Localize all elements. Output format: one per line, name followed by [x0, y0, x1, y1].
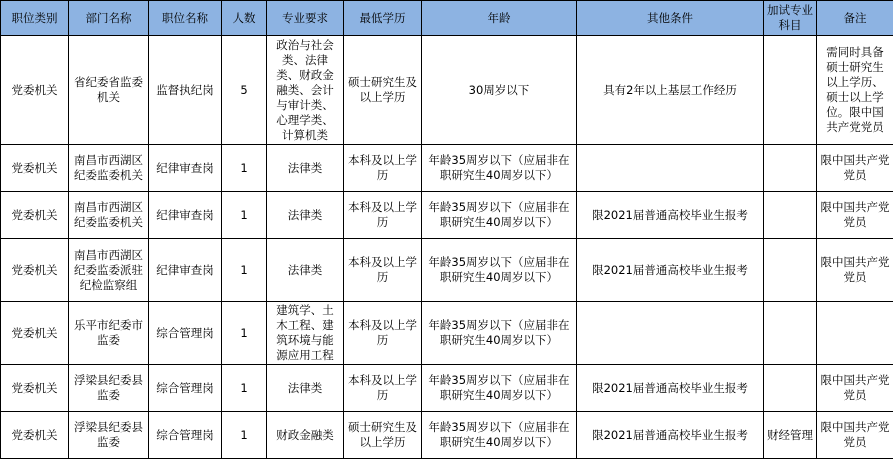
cell-major: 建筑学、土木工程、建筑环境与能源应用工程 — [267, 302, 344, 365]
cell-major: 法律类 — [267, 365, 344, 412]
cell-position: 综合管理岗 — [149, 365, 222, 412]
cell-major: 财政金融类 — [267, 412, 344, 459]
cell-other — [577, 145, 764, 192]
cell-count: 1 — [222, 365, 267, 412]
cell-department: 浮梁县纪委县监委 — [69, 412, 149, 459]
cell-age: 年龄35周岁以下（应届非在职研究生40周岁以下） — [422, 145, 577, 192]
header-count: 人数 — [222, 1, 267, 36]
header-age: 年龄 — [422, 1, 577, 36]
cell-category: 党委机关 — [1, 365, 69, 412]
cell-age: 30周岁以下 — [422, 36, 577, 145]
cell-position: 综合管理岗 — [149, 302, 222, 365]
cell-department: 省纪委省监委机关 — [69, 36, 149, 145]
cell-other — [577, 302, 764, 365]
cell-major: 法律类 — [267, 145, 344, 192]
cell-exam — [764, 302, 817, 365]
cell-position: 纪律审查岗 — [149, 239, 222, 302]
cell-exam — [764, 192, 817, 239]
cell-age: 年龄35周岁以下（应届非在职研究生40周岁以下） — [422, 412, 577, 459]
cell-note: 限中国共产党党员 — [817, 412, 893, 459]
cell-count: 1 — [222, 239, 267, 302]
cell-other: 限2021届普通高校毕业生报考 — [577, 192, 764, 239]
cell-count: 1 — [222, 302, 267, 365]
cell-category: 党委机关 — [1, 412, 69, 459]
cell-category: 党委机关 — [1, 192, 69, 239]
cell-count: 1 — [222, 412, 267, 459]
cell-exam — [764, 365, 817, 412]
cell-major: 法律类 — [267, 239, 344, 302]
cell-category: 党委机关 — [1, 145, 69, 192]
cell-department: 南昌市西湖区纪委监委派驻纪检监察组 — [69, 239, 149, 302]
cell-exam — [764, 36, 817, 145]
header-exam: 加试专业科目 — [764, 1, 817, 36]
cell-exam: 财经管理 — [764, 412, 817, 459]
cell-position: 综合管理岗 — [149, 412, 222, 459]
table-row — [1, 412, 893, 459]
cell-age: 年龄35周岁以下（应届非在职研究生40周岁以下） — [422, 239, 577, 302]
cell-department: 浮梁县纪委县监委 — [69, 365, 149, 412]
cell-position: 监督执纪岗 — [149, 36, 222, 145]
header-department: 部门名称 — [69, 1, 149, 36]
header-major: 专业要求 — [267, 1, 344, 36]
table-row — [1, 302, 893, 365]
cell-education: 硕士研究生及以上学历 — [344, 412, 422, 459]
header-category: 职位类别 — [1, 1, 69, 36]
cell-education: 本科及以上学历 — [344, 302, 422, 365]
cell-major: 政治与社会类、法律类、财政金融类、会计与审计类、心理学类、计算机类 — [267, 36, 344, 145]
cell-other: 具有2年以上基层工作经历 — [577, 36, 764, 145]
cell-major: 法律类 — [267, 192, 344, 239]
cell-education: 硕士研究生及以上学历 — [344, 36, 422, 145]
cell-age: 年龄35周岁以下（应届非在职研究生40周岁以下） — [422, 192, 577, 239]
table-row — [1, 145, 893, 192]
cell-department: 南昌市西湖区纪委监委机关 — [69, 192, 149, 239]
cell-exam — [764, 145, 817, 192]
cell-category: 党委机关 — [1, 239, 69, 302]
cell-education: 本科及以上学历 — [344, 145, 422, 192]
cell-count: 1 — [222, 192, 267, 239]
cell-count: 1 — [222, 145, 267, 192]
header-note: 备注 — [817, 1, 893, 36]
cell-note: 限中国共产党党员 — [817, 239, 893, 302]
cell-other: 限2021届普通高校毕业生报考 — [577, 365, 764, 412]
table-row — [1, 192, 893, 239]
cell-position: 纪律审查岗 — [149, 145, 222, 192]
cell-department: 南昌市西湖区纪委监委机关 — [69, 145, 149, 192]
header-other: 其他条件 — [577, 1, 764, 36]
cell-exam — [764, 239, 817, 302]
header-row — [1, 1, 893, 36]
table-row — [1, 239, 893, 302]
cell-category: 党委机关 — [1, 302, 69, 365]
cell-age: 年龄35周岁以下（应届非在职研究生40周岁以下） — [422, 302, 577, 365]
header-education: 最低学历 — [344, 1, 422, 36]
table-row — [1, 365, 893, 412]
cell-note: 需同时具备硕士研究生以上学历、硕士以上学位。限中国共产党党员 — [817, 36, 893, 145]
cell-note: 限中国共产党党员 — [817, 365, 893, 412]
cell-note — [817, 302, 893, 365]
cell-education: 本科及以上学历 — [344, 365, 422, 412]
cell-other: 限2021届普通高校毕业生报考 — [577, 239, 764, 302]
cell-note: 限中国共产党党员 — [817, 145, 893, 192]
header-position: 职位名称 — [149, 1, 222, 36]
cell-position: 纪律审查岗 — [149, 192, 222, 239]
cell-count: 5 — [222, 36, 267, 145]
cell-age: 年龄35周岁以下（应届非在职研究生40周岁以下） — [422, 365, 577, 412]
cell-other: 限2021届普通高校毕业生报考 — [577, 412, 764, 459]
cell-education: 本科及以上学历 — [344, 239, 422, 302]
cell-category: 党委机关 — [1, 36, 69, 145]
cell-note: 限中国共产党党员 — [817, 192, 893, 239]
cell-education: 本科及以上学历 — [344, 192, 422, 239]
table-row — [1, 36, 893, 145]
cell-department: 乐平市纪委市监委 — [69, 302, 149, 365]
